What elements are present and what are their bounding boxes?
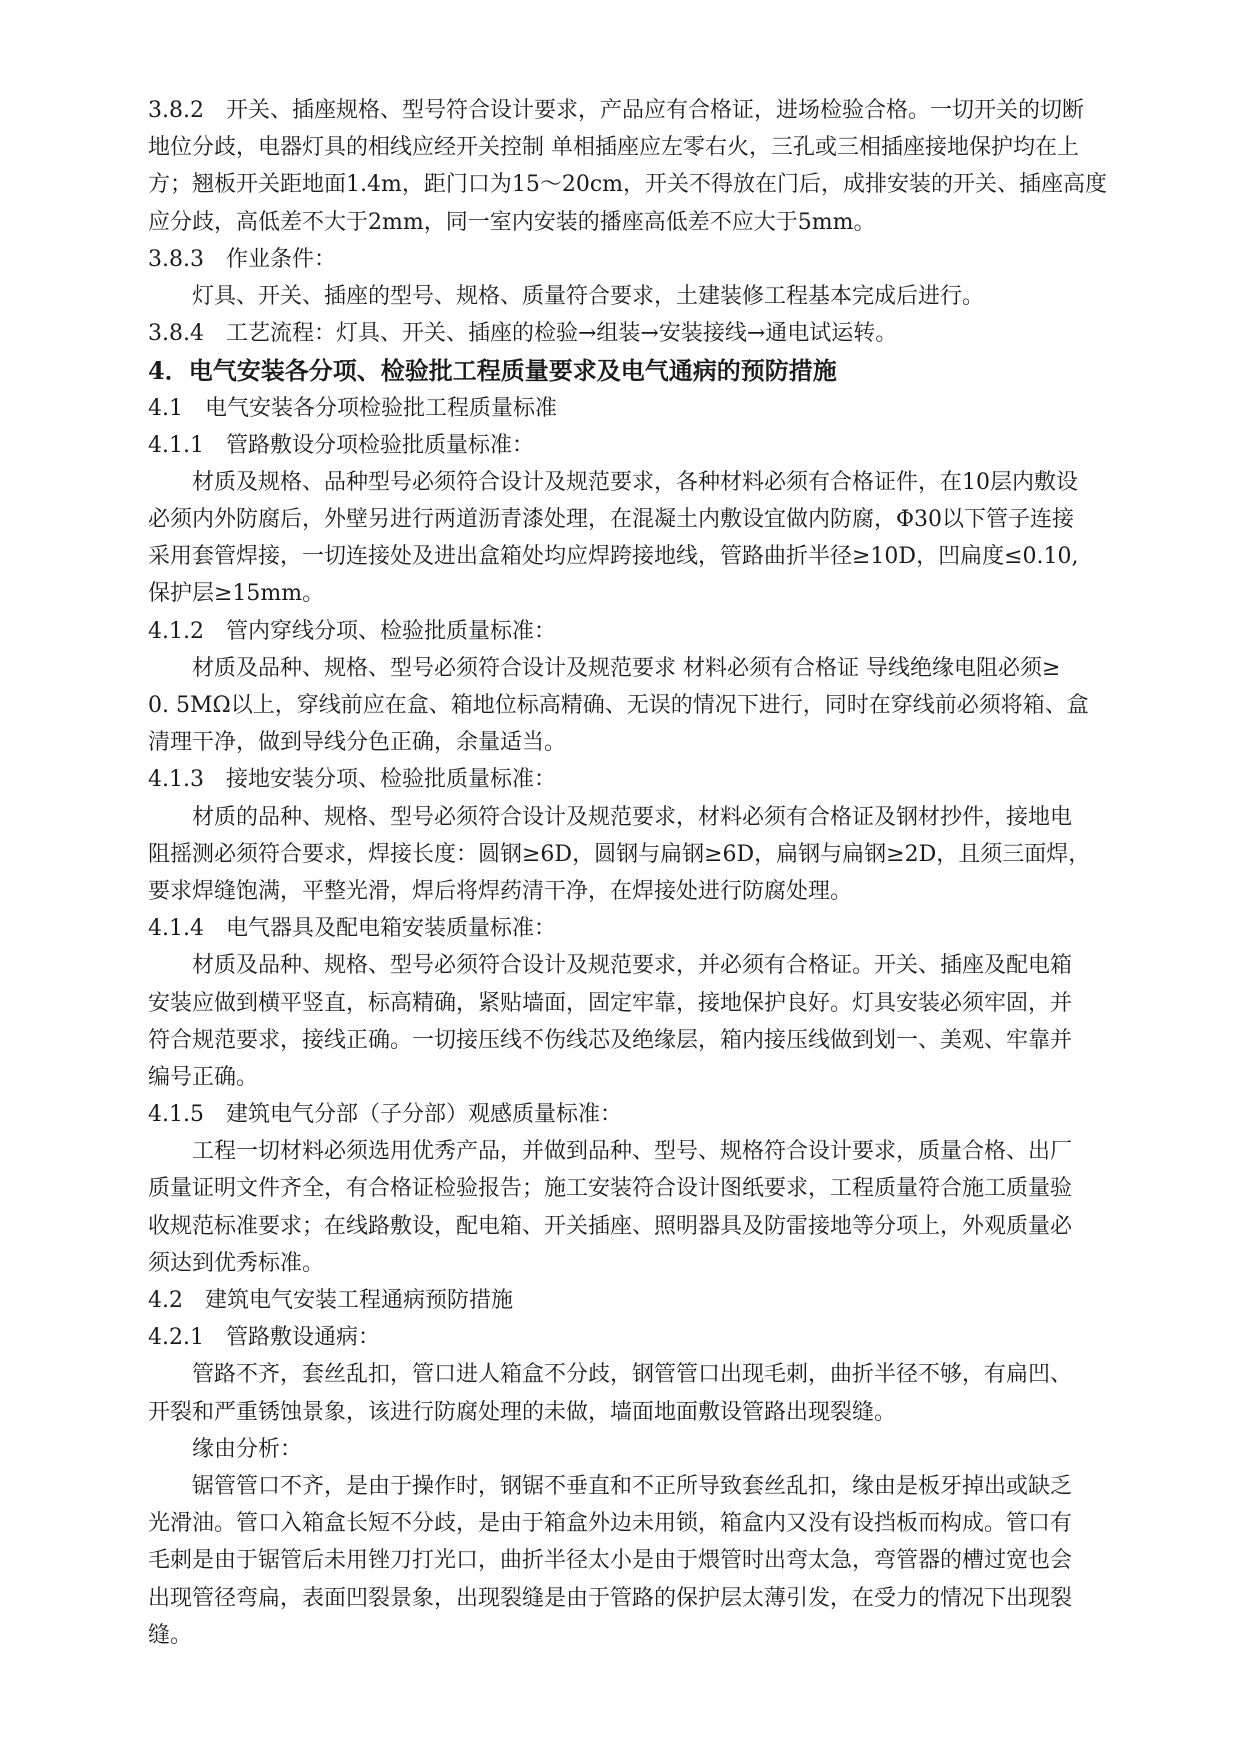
cause-analysis-line-4: 出现管径弯扁，表面凹裂景象，出现裂缝是由于管路的保护层太薄引发，在受力的情况下出现裂: [148, 1585, 1073, 1611]
clause-4-1-1-line-4: 保护层≥15mm。: [148, 581, 325, 607]
clause-3-8-2-line-1: 3.8.2 开关、插座规格、型号符合设计要求，产品应有合格证，进场检验合格。一切开关的切断: [148, 98, 1084, 123]
clause-4-1-5-line-1: 工程一切材料必须选用优秀产品，并做到品种、型号、规格符合设计要求，质量合格、出厂: [192, 1139, 1073, 1165]
clause-3-8-2-line-4: 应分歧，高低差不大于2mm，同一室内安装的播座高低差不应大于5mm。: [148, 209, 876, 235]
clause-4-1-3-line-1: 材质的品种、规格、型号必须符合设计及规范要求，材料必须有合格证及钢材抄件，接地电: [192, 804, 1073, 830]
cause-analysis-line-1: 锯管管口不齐，是由于操作时，钢锯不垂直和不正所导致套丝乱扣，缘由是板牙掉出或缺乏: [192, 1473, 1073, 1499]
clause-4-1-4-heading: 4.1.4 电气器具及配电箱安装质量标准：: [148, 916, 556, 942]
clause-4-1-4-line-4: 编号正确。: [148, 1064, 259, 1090]
clause-4-1-3-heading: 4.1.3 接地安装分项、检验批质量标准：: [148, 767, 556, 793]
clause-4-2-1-line-1: 管路不齐，套丝乱扣，管口进人箱盒不分歧，钢管管口出现毛刺，曲折半径不够，有扁凹、: [192, 1362, 1073, 1388]
clause-3-8-3-heading: 3.8.3 作业条件：: [148, 246, 336, 272]
clause-4-1-3-line-2: 阻摇测必须符合要求，焊接长度：圆钢≥6D，圆钢与扁钢≥6D，扁钢与扁钢≥2D，且须三面焊，: [148, 841, 1091, 867]
clause-4-1-4-line-3: 符合规范要求，接线正确。一切接压线不伤线芯及绝缘层，箱内接压线做到划一、美观、牢靠并: [148, 1027, 1073, 1053]
clause-3-8-2-line-3: 方；翘板开关距地面1.4m，距门口为15～20cm，开关不得放在门后，成排安装的开关、插座高度: [148, 172, 1108, 198]
section-4-2-heading: 4.2 建筑电气安装工程通病预防措施: [148, 1288, 513, 1313]
clause-4-1-1-line-3: 采用套管焊接，一切连接处及进出盒箱处均应焊跨接地线，管路曲折半径≥10D，凹扁度≤0.10,: [148, 544, 1079, 570]
clause-4-1-4-line-2: 安装应做到横平竖直，标高精确，紧贴墙面，固定牢靠，接地保护良好。灯具安装必须牢固，并: [148, 990, 1073, 1016]
clause-4-2-1-line-2: 开裂和严重锈蚀景象，该进行防腐处理的未做，墙面地面敷设管路出现裂缝。: [148, 1399, 897, 1425]
clause-4-1-5-heading: 4.1.5 建筑电气分部（子分部）观感质量标准：: [148, 1102, 622, 1128]
clause-4-1-3-line-3: 要求焊缝饱满，平整光滑，焊后将焊药清干净，在焊接处进行防腐处理。: [148, 878, 853, 904]
cause-analysis-line-2: 光滑油。管口入箱盒长短不分歧，是由于箱盒外边未用锁，箱盒内又没有设挡板而构成。管口有: [148, 1511, 1073, 1537]
clause-3-8-3-body: 灯具、开关、插座的型号、规格、质量符合要求，土建装修工程基本完成后进行。: [192, 283, 985, 309]
clause-4-1-2-heading: 4.1.2 管内穿线分项、检验批质量标准：: [148, 618, 556, 644]
clause-4-1-2-line-2: 0. 5MΩ以上，穿线前应在盒、箱地位标高精确、无误的情况下进行，同时在穿线前必须将箱、盒: [148, 693, 1089, 718]
cause-analysis-line-3: 毛刺是由于锯管后未用锉刀打光口，曲折半径太小是由于煨管时出弯太急，弯管器的槽过宽也会: [148, 1548, 1073, 1574]
clause-3-8-2-line-2: 地位分歧，电器灯具的相线应经开关控制 单相插座应左零右火，三孔或三相插座接地保护均在上: [148, 135, 1079, 161]
section-4-heading: 4．电气安装各分项、检验批工程质量要求及电气通病的预防措施: [148, 356, 837, 386]
clause-4-1-1-line-1: 材质及规格、品种型号必须符合设计及规范要求，各种材料必须有合格证件，在10层内敷设: [192, 469, 1078, 495]
cause-analysis-line-5: 缝。: [148, 1622, 193, 1648]
clause-4-1-4-line-1: 材质及品种、规格、型号必须符合设计及规范要求，并必须有合格证。开关、插座及配电箱: [192, 953, 1073, 979]
clause-4-1-5-line-3: 收规范标准要求；在线路敷设，配电箱、开关插座、照明器具及防雷接地等分项上，外观质量必: [148, 1213, 1073, 1239]
cause-analysis-label: 缘由分析：: [192, 1436, 303, 1462]
clause-3-8-4-line: 3.8.4 工艺流程：灯具、开关、插座的检验→组装→安装接线→通电试运转。: [148, 321, 898, 347]
clause-4-2-1-heading: 4.2.1 管路敷设通病：: [148, 1325, 380, 1351]
clause-4-1-1-heading: 4.1.1 管路敷设分项检验批质量标准：: [148, 432, 534, 458]
clause-4-1-2-line-3: 清理干净，做到导线分色正确，余量适当。: [148, 730, 567, 756]
clause-4-1-2-line-1: 材质及品种、规格、型号必须符合设计及规范要求 材料必须有合格证 导线绝缘电阻必须≥: [192, 655, 1061, 681]
clause-4-1-1-line-2: 必须内外防腐后，外壁另进行两道沥青漆处理，在混凝土内敷设宜做内防腐，Φ30以下管子连接: [148, 507, 1075, 533]
section-4-1-heading: 4.1 电气安装各分项检验批工程质量标准: [148, 395, 557, 421]
clause-4-1-5-line-2: 质量证明文件齐全，有合格证检验报告；施工安装符合设计图纸要求，工程质量符合施工质量验: [148, 1176, 1073, 1202]
clause-4-1-5-line-4: 须达到优秀标准。: [148, 1250, 325, 1276]
document-page: [148, 92, 1146, 1654]
